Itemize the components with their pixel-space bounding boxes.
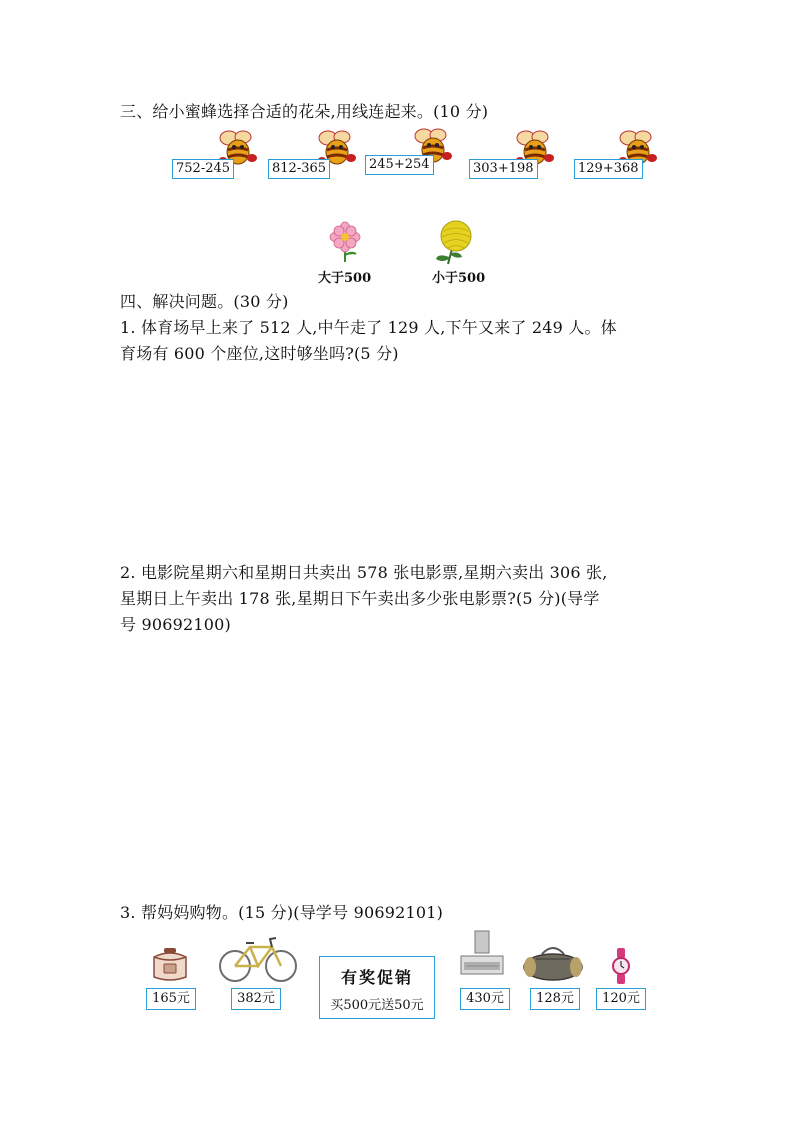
- promotion-text: 买500元送50元: [330, 998, 424, 1013]
- question2-line: 星期日上午卖出 178 张,星期日下午卖出多少张电影票?(5 分)(导学: [120, 589, 600, 608]
- promotion-box: [319, 956, 435, 1019]
- price-tag: 382元: [231, 988, 281, 1010]
- bicycle-icon: [218, 933, 298, 983]
- wristwatch-icon: [609, 947, 633, 985]
- question2-line: 号 90692100): [120, 615, 231, 634]
- rice-cooker-icon: [150, 947, 190, 983]
- promotion-title: 有奖促销: [340, 968, 413, 987]
- bee-expression: 245+254: [365, 155, 434, 175]
- range-hood-icon: [458, 930, 506, 982]
- question1-line: 育场有 600 个座位,这时够坐吗?(5 分): [120, 344, 399, 363]
- question3-title: 3. 帮妈妈购物。(15 分)(导学号 90692101): [120, 903, 444, 922]
- bee-expression: 303+198: [469, 159, 538, 179]
- travel-bag-icon: [522, 942, 584, 982]
- yellow-chrysanthemum-icon: [432, 219, 478, 265]
- bee-expression: 129+368: [574, 159, 643, 179]
- flower-label: 大于500: [318, 271, 372, 286]
- bee-expression: 752-245: [172, 159, 234, 179]
- bee-expression: 812-365: [268, 159, 330, 179]
- price-tag: 165元: [146, 988, 196, 1010]
- question2-line: 2. 电影院星期六和星期日共卖出 578 张电影票,星期六卖出 306 张,: [120, 563, 608, 582]
- flower-label: 小于500: [432, 271, 486, 286]
- pink-flower-icon: [326, 221, 364, 263]
- price-tag: 120元: [596, 988, 646, 1010]
- price-tag: 430元: [460, 988, 510, 1010]
- price-tag: 128元: [530, 988, 580, 1010]
- section3-title: 三、给小蜜蜂选择合适的花朵,用线连起来。(10 分): [120, 102, 489, 121]
- question1-line: 1. 体育场早上来了 512 人,中午走了 129 人,下午又来了 249 人。体: [120, 318, 617, 337]
- section4-title: 四、解决问题。(30 分): [120, 292, 289, 311]
